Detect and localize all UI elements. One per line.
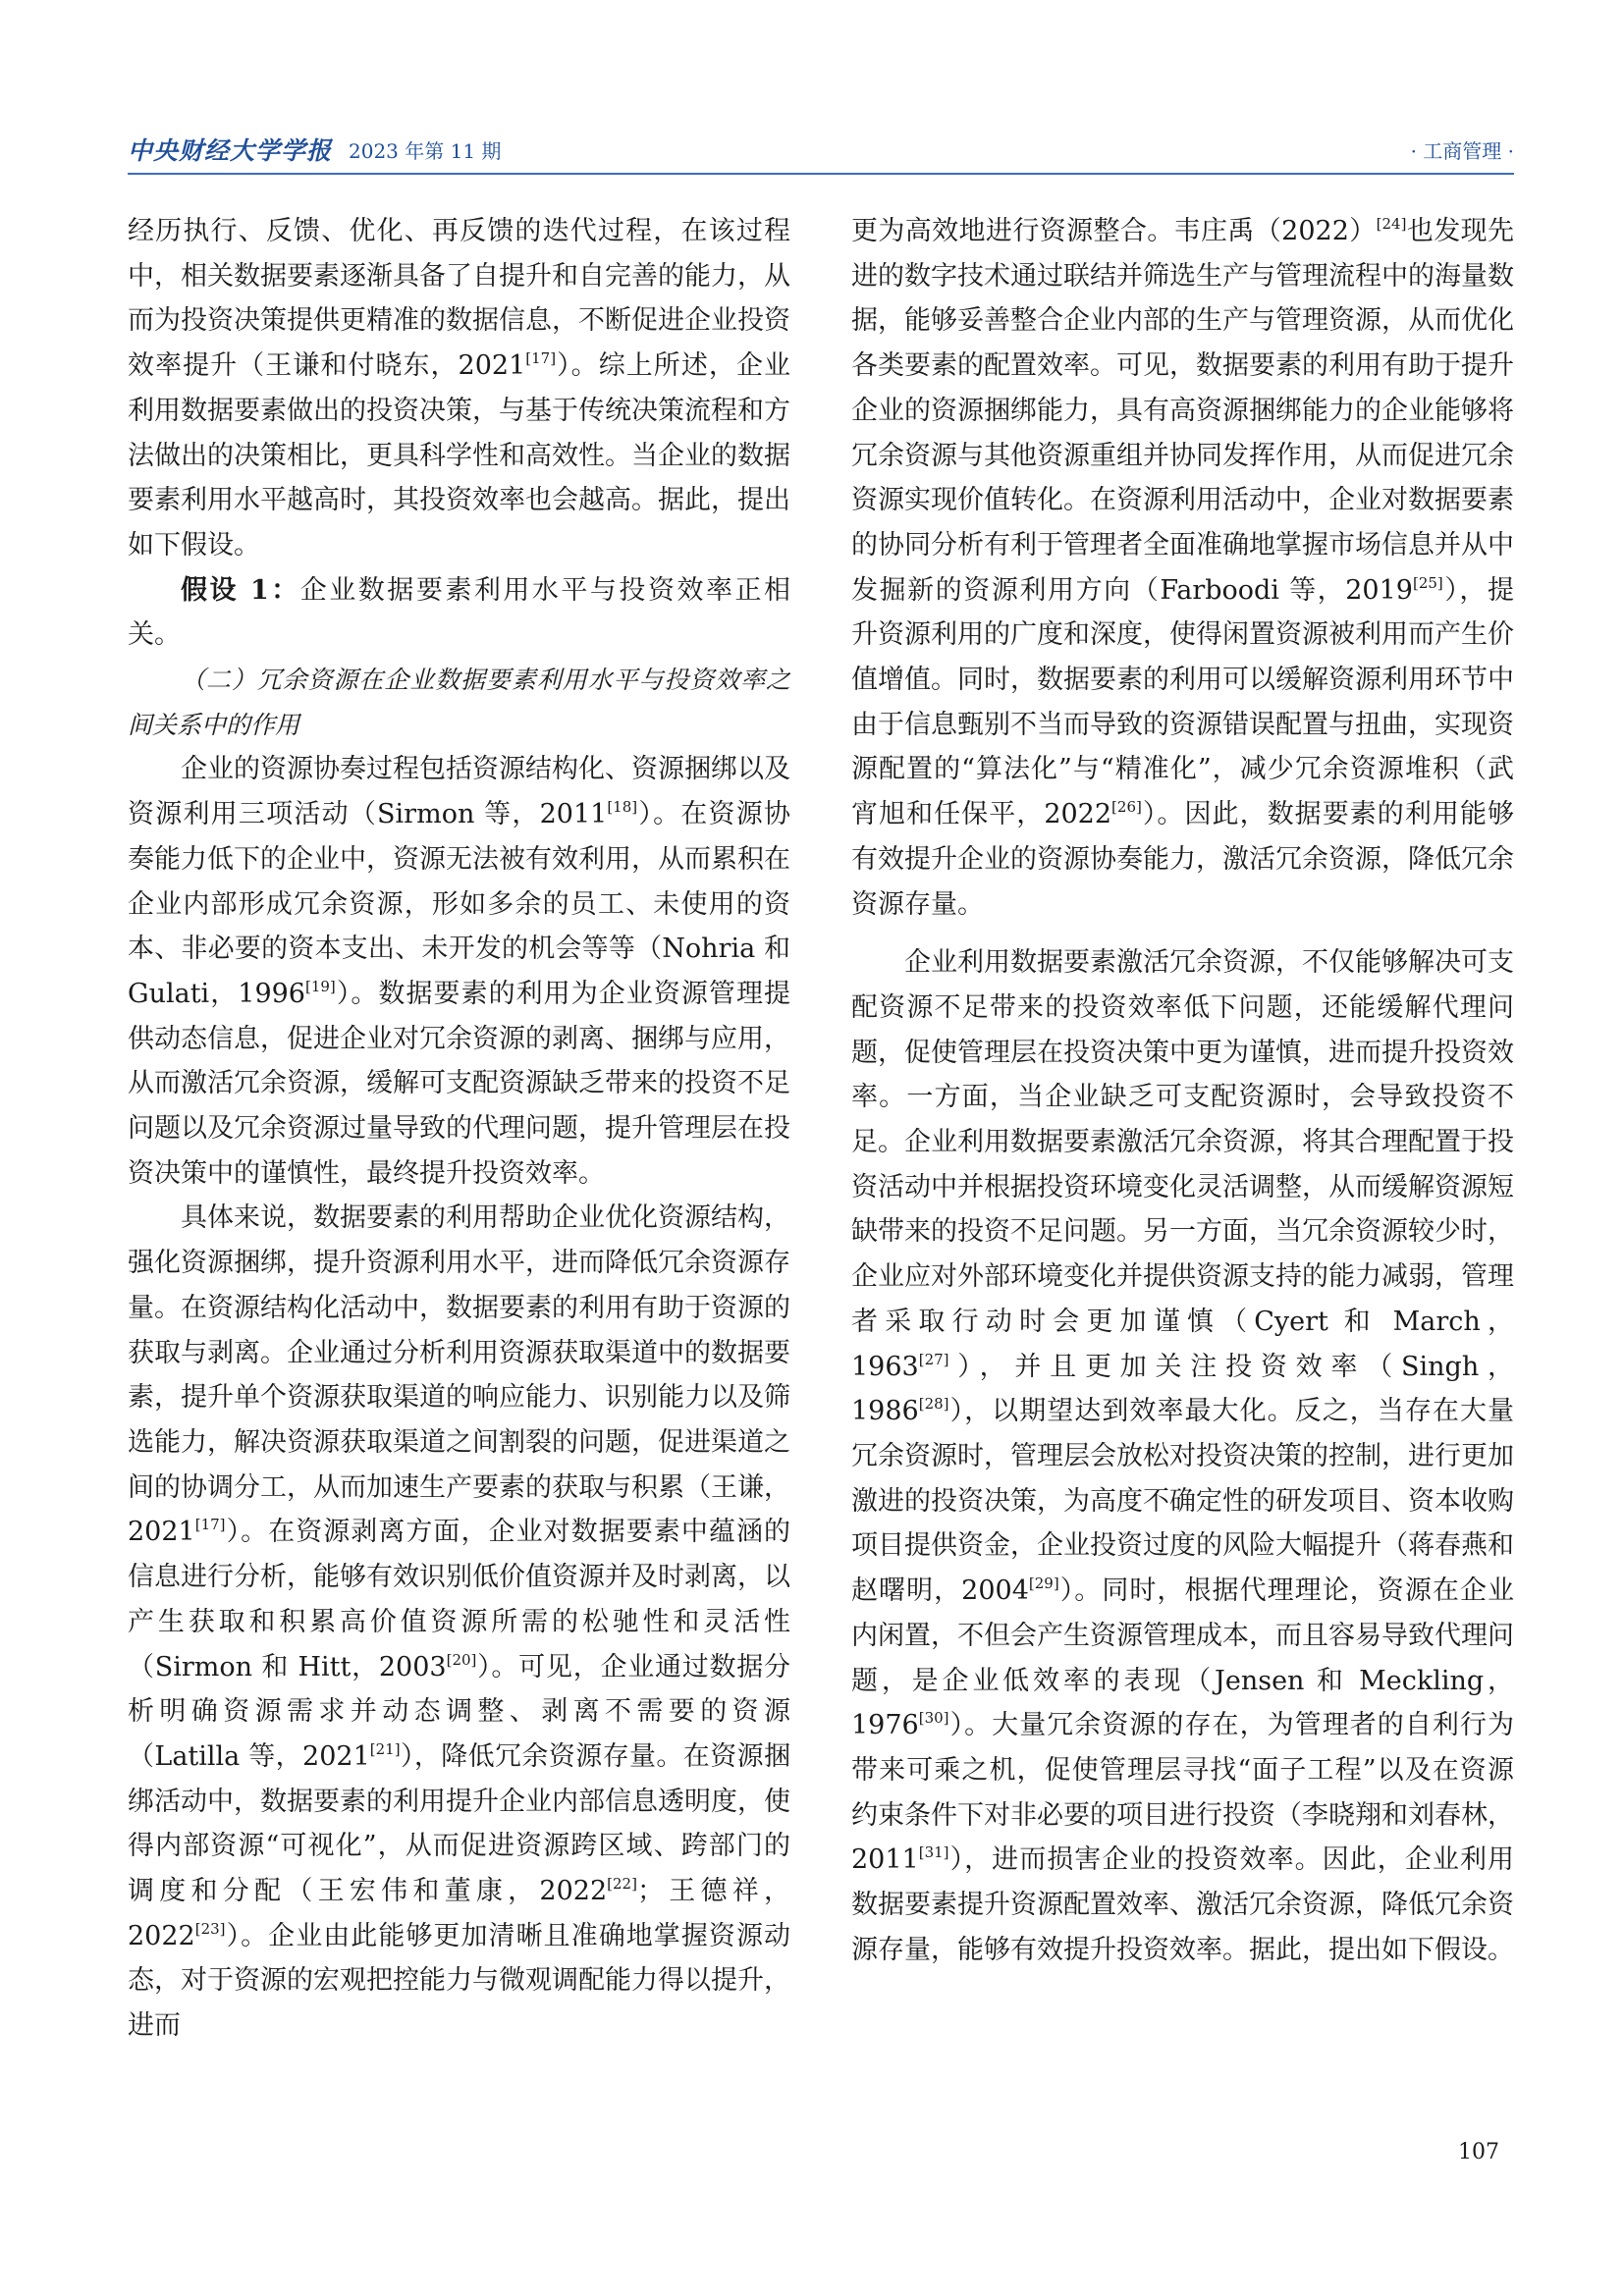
header-rule xyxy=(128,173,1514,175)
left-column xyxy=(128,209,790,2212)
citation: [25] xyxy=(1412,573,1443,592)
citation: [20] xyxy=(446,1650,477,1669)
citation: [19] xyxy=(304,977,336,995)
paragraph: 具体来说，数据要素的利用帮助企业优化资源结构，强化资源捆绑，提升资源利用水平，进而降低冗余资源存量。在资源结构化活动中，数据要素的利用有助于资源的获取与剥离。企业通过分析利用资源获取渠道中的数据要素，提升单个资源获取渠道的响应能力、识别能力以及筛选能力，解决资源获取渠道之间割裂的问题，促进渠道之间的协调分工，从而加速生产要素的获取与积累（王谦，2021[17]）。在资源剥离方面，企业对数据要素中蕴涵的信息进行分析，能够有效识别低价值资源并及时剥离，以产生获取和积累高价值资源所需的松驰性和灵活性（Sirmon 和 Hitt，2003[20]）。可见，企业通过数据分析明确资源需求并动态调整、剥离不需要的资源（Latilla 等，2021[21]），降低冗余资源存量。在资源捆绑活动中，数据要素的利用提升企业内部信息透明度，使得内部资源“可视化”，从而促进资源跨区域、跨部门的调度和分配（王宏伟和董康，2022[22]；王德祥，2022[23]）。企业由此能够更加清晰且准确地掌握资源动态，对于资源的宏观把控能力与微观调配能力得以提升，进而 xyxy=(128,1202,790,2042)
page-number: 107 xyxy=(1458,2140,1499,2164)
running-header xyxy=(128,132,1514,171)
issue-label: 2023 年第 11 期 xyxy=(349,139,502,163)
citation: [30] xyxy=(918,1709,949,1728)
citation: [26] xyxy=(1111,798,1142,817)
section-label: · 工商管理 · xyxy=(1410,139,1514,163)
citation: [22] xyxy=(607,1875,637,1894)
paragraph: 企业利用数据要素激活冗余资源，不仅能够解决可支配资源不足带来的投资效率低下问题，还能缓解代理问题，促使管理层在投资决策中更为谨慎，进而提升投资效率。一方面，当企业缺乏可支配资源时，会导致投资不足。企业利用数据要素激活冗余资源，将其合理配置于投资活动中并根据投资环境变化灵活调整，从而缓解资源短缺带来的投资不足问题。另一方面，当冗余资源较少时，企业应对外部环境变化并提供资源支持的能力减弱，管理者采取行动时会更加谨慎（Cyert 和 March，1963[27]），并且更加关注投资效率（Singh，1986[28]），以期望达到效率最大化。反之，当存在大量冗余资源时，管理层会放松对投资决策的控制，进行更加激进的投资决策，为高度不确定性的研发项目、资本收购项目提供资金，企业投资过度的风险大幅提升（蒋春燕和赵曙明，2004[29]）。同时，根据代理理论，资源在企业内闲置，不但会产生资源管理成本，而且容易导致代理问题，是企业低效率的表现（Jensen 和 Meckling，1976[30]）。大量冗余资源的存在，为管理者的自利行为带来可乘之机，促使管理层寻找“面子工程”以及在资源约束条件下对非必要的项目进行投资（李晓翔和刘春林，2011[31]），进而损害企业的投资效率。因此，企业利用数据要素提升资源配置效率、激活冗余资源，降低冗余资源存量，能够有效提升投资效率。据此，提出如下假设。 xyxy=(851,947,1514,1965)
citation: [17] xyxy=(525,349,557,368)
citation: [28] xyxy=(918,1395,949,1414)
subheading: （二）冗余资源在企业数据要素利用水平与投资效率之间关系中的作用 xyxy=(128,666,790,739)
journal-title: 中央财经大学学报 xyxy=(128,136,333,165)
citation: [24] xyxy=(1376,215,1407,233)
right-column xyxy=(851,209,1514,2212)
paragraph: 经历执行、反馈、优化、再反馈的迭代过程，在该过程中，相关数据要素逐渐具备了自提升和自完善的能力，从而为投资决策提供更精准的数据信息，不断促进企业投资效率提升（王谦和付晓东，2021[17]）。综上所述，企业利用数据要素做出的投资决策，与基于传统决策流程和方法做出的决策相比，更具科学性和高效性。当企业的数据要素利用水平越高时，其投资效率也会越高。据此，提出如下假设。 xyxy=(128,216,790,561)
paragraph: 更为高效地进行资源整合。韦庄禹（2022）[24]也发现先进的数字技术通过联结并筛选生产与管理流程中的海量数据，能够妥善整合企业内部的生产与管理资源，从而优化各类要素的配置效率。可见，数据要素的利用有助于提升企业的资源捆绑能力，具有高资源捆绑能力的企业能够将冗余资源与其他资源重组并协同发挥作用，从而促进冗余资源实现价值转化。在资源利用活动中，企业对数据要素的协同分析有利于管理者全面准确地掌握市场信息并从中发掘新的资源利用方向（Farboodi 等，2019[25]），提升资源利用的广度和深度，使得闲置资源被利用而产生价值增值。同时，数据要素的利用可以缓解资源利用环节中由于信息甄别不当而导致的资源错误配置与扭曲，实现资源配置的“算法化”与“精准化”，减少冗余资源堆积（武宵旭和任保平，2022[26]）。因此，数据要素的利用能够有效提升企业的资源协奏能力，激活冗余资源，降低冗余资源存量。 xyxy=(851,215,1514,920)
citation: [21] xyxy=(369,1739,401,1758)
citation: [17] xyxy=(194,1516,226,1534)
citation: [23] xyxy=(194,1919,226,1938)
hypothesis-1: 假设 1：企业数据要素利用水平与投资效率正相关。 xyxy=(128,574,790,651)
hypothesis-label: 假设 1： xyxy=(181,574,300,606)
citation: [31] xyxy=(918,1843,949,1862)
paragraph: 企业的资源协奏过程包括资源结构化、资源捆绑以及资源利用三项活动（Sirmon 等，2011[18]）。在资源协奏能力低下的企业中，资源无法被有效利用，从而累积在企业内部形成冗余资源，形如多余的员工、未使用的资本、非必要的资本支出、未开发的机会等等（Nohria 和 Gulati，1996[19]）。数据要素的利用为企业资源管理提供动态信息，促进企业对冗余资源的剥离、捆绑与应用，从而激活冗余资源，缓解可支配资源缺乏带来的投资不足问题以及冗余资源过量导致的代理问题，提升管理层在投资决策中的谨慎性，最终提升投资效率。 xyxy=(128,754,790,1189)
citation: [27] xyxy=(918,1350,949,1368)
citation: [18] xyxy=(607,798,638,817)
citation: [29] xyxy=(1028,1575,1059,1593)
